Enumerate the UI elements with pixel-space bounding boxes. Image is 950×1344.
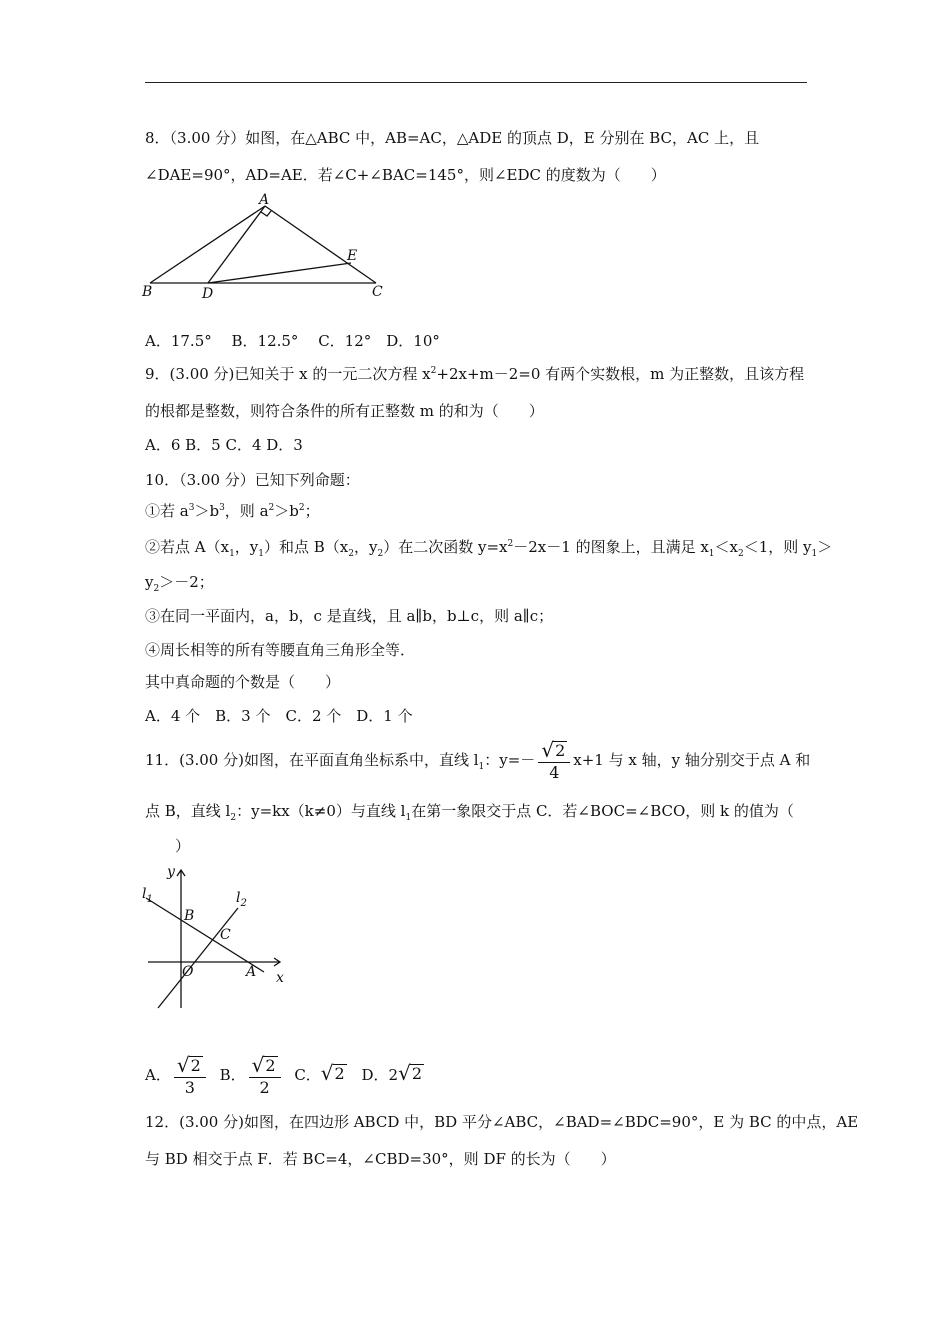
q8-label-B: B — [142, 284, 153, 300]
q10-options: A．4 个 B．3 个 C．2 个 D．1 个 — [145, 707, 413, 725]
q11-option-c: C． √ 2 — [294, 1061, 345, 1085]
q11-label-l2: $l_2$ — [236, 890, 247, 909]
q11-label-l1: $l_1$ — [142, 886, 153, 905]
q9-options: A．6 B．5 C．4 D．3 — [145, 436, 303, 454]
q11-axis-y: y — [167, 864, 175, 880]
q12-stem-line1: 12．(3.00 分)如图，在四边形 ABCD 中，BD 平分∠ABC，∠BAD=∠BDC=90°，E 为 BC 的中点，AE — [145, 1113, 859, 1131]
q8-label-C: C — [372, 284, 383, 300]
q11-label-A: A — [246, 964, 257, 980]
q11-label-O: O — [182, 964, 194, 980]
q8-options: A．17.5° B．12.5° C．12° D．10° — [145, 332, 440, 350]
q11-label-C: C — [220, 927, 231, 943]
q11-axis-x: x — [276, 970, 284, 986]
q11-stem-line3: ） — [145, 837, 191, 855]
q8-stem-line2: ∠DAE=90°，AD=AE．若∠C+∠BAC=145°，则∠EDC 的度数为（ ） — [145, 166, 666, 184]
q11-stem-line1: 11．(3.00 分)如图，在平面直角坐标系中，直线 $l_1$：y=－ √ 2 4 x+1 与 x 轴，y 轴分别交于点 A 和 — [145, 738, 811, 782]
q11-option-d: D．2 √ 2 — [361, 1061, 423, 1085]
q11-option-b: B． √ 2 2 — [220, 1066, 284, 1084]
q10-proposition-3: ③在同一平面内，a，b，c 是直线，且 a∥b，b⊥c，则 a∥c； — [145, 607, 554, 625]
q8-triangle-figure — [140, 192, 390, 302]
q8-label-E: E — [347, 248, 358, 264]
q9-stem-line2: 的根都是整数，则符合条件的所有正整数 m 的和为（ ） — [145, 402, 544, 420]
q10-proposition-2-cont: $y_2>-2$； — [145, 573, 214, 594]
q12-stem-line2: 与 BD 相交于点 F．若 BC=4，∠CBD=30°，则 DF 的长为（ ） — [145, 1150, 616, 1168]
q11-stem-line2: 点 B，直线 $l_2$：y=kx（k≠0）与直线 $l_1$在第一象限交于点 C．若∠BOC=∠BCO，则 k 的值为（ — [145, 802, 794, 823]
q11-option-a: A． √ 2 3 — [145, 1066, 209, 1084]
q9-stem-line1: 9．(3.00 分)已知关于 x 的一元二次方程 $x^2+2x+m-2=0$ 有两个实数根，m 为正整数，且该方程 — [145, 365, 805, 383]
q10-proposition-4: ④周长相等的所有等腰直角三角形全等． — [145, 641, 416, 659]
q11-fraction: √ 2 4 — [538, 740, 570, 781]
q11-label-B: B — [184, 908, 195, 924]
q8-label-A: A — [259, 192, 270, 208]
q11-options — [145, 1050, 424, 1100]
q8-label-D: D — [202, 286, 214, 302]
q10-proposition-1: ①若 $a^3>b^3$，则 $a^2>b^2$； — [145, 502, 320, 520]
q10-stem: 10．（3.00 分）已知下列命题： — [145, 471, 360, 489]
q10-proposition-2: ②若点 $A(x_1$，$y_1$）和点 $B(x_2$，$y_2$）在二次函数 $y=x^2-2x-1$ 的图象上，且满足 $x_1<x_2<1$，则 $y_1>$ — [145, 538, 833, 559]
header-rule — [145, 82, 807, 83]
q11-coordinate-figure — [140, 858, 300, 1018]
q8-stem-line1: 8．（3.00 分）如图，在△ABC 中，AB=AC，△ADE 的顶点 D，E 分别在 BC，AC 上，且 — [145, 129, 760, 147]
q10-question: 其中真命题的个数是（ ） — [145, 673, 341, 691]
